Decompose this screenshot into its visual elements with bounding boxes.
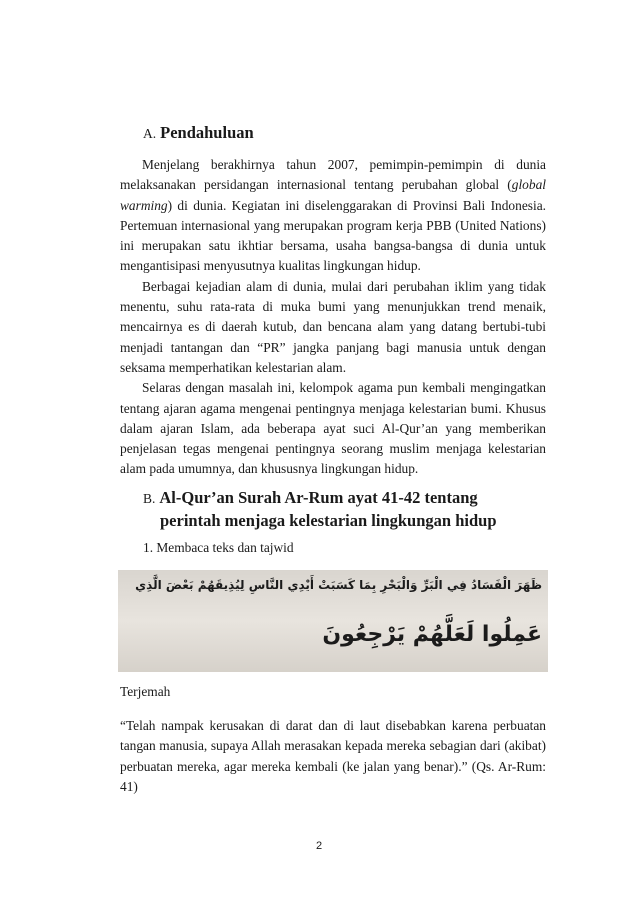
page-number: 2 xyxy=(315,840,323,852)
section-a-letter: A. xyxy=(143,126,157,141)
translation-text: “Telah nampak kerusakan di darat dan di laut disebabkan karena perbuatan tangan manusia, supaya Allah merasakan kepada mereka sebagian dari (akibat) perbuatan mereka, agar mereka kembali (ke jalan yang benar).” (Qs. Ar-Rum: 41) xyxy=(120,718,546,794)
intro-paragraph-2: Berbagai kejadian alam di dunia, mulai dari perubahan iklim yang tidak menentu, suhu rata-rata di muka bumi yang menunjukkan trend menaik, mencairnya es di daerah kutub, dan bencana alam yang datang bertubi-tubi menjadi tantangan dan “PR” jangka panjang bagi manusia untuk dengan seksama memperhatikan kelestarian alam. xyxy=(120,278,546,375)
intro-paragraph-3: Selaras dengan masalah ini, kelompok agama pun kembali mengingatkan tentang ajaran agama mengenai pentingnya menjaga kelestarian bumi. Khusus dalam ajaran Islam, ada beberapa ayat suci Al-Qur’an yang memberikan penjelasan tegas mengenai pentingnya seorang muslim menjaga kelestarian alam pada umumnya, dan khususnya lingkungan hidup. xyxy=(120,380,546,477)
arabic-verse-image xyxy=(118,570,548,672)
section-b-title-line2: perintah menjaga kelestarian lingkungan hidup xyxy=(160,511,497,530)
section-a-heading xyxy=(143,123,254,143)
section-b-heading xyxy=(143,487,497,532)
arabic-verse-line-2: عَمِلُوا لَعَلَّهُمْ يَرْجِعُونَ xyxy=(322,622,542,647)
translation-label: Terjemah xyxy=(120,684,171,699)
intro-paragraph-1: Menjelang berakhirnya tahun 2007, pemimpin-pemimpin di dunia melaksanakan persidangan internasional tentang perubahan global (global warming) di dunia. Kegiatan ini diselenggarakan di Provinsi Bali Indonesia. Pertemuan internasional yang merupakan program kerja PBB (United Nations) ini merupakan satu ikhtiar bersama, usaha bangsa-bangsa di dunia untuk mengantisipasi menyusutnya kualitas lingkungan hidup. xyxy=(120,157,546,274)
introduction-body xyxy=(120,155,546,480)
list-item-reading: 1. Membaca teks dan tajwid xyxy=(143,540,294,555)
section-b-letter: B. xyxy=(143,491,156,506)
section-b-title-line1: Al-Qur’an Surah Ar-Rum ayat 41-42 tentang xyxy=(159,488,478,507)
italic-term: global warming xyxy=(120,177,546,213)
section-a-title: Pendahuluan xyxy=(160,123,254,142)
arabic-verse-line-1: ظَهَرَ الْفَسَادُ فِي الْبَرِّ وَالْبَحْرِ بِمَا كَسَبَتْ أَيْدِي النَّاسِ لِيُذِيقَهُمْ بَعْضَ الَّذِي xyxy=(135,578,542,592)
